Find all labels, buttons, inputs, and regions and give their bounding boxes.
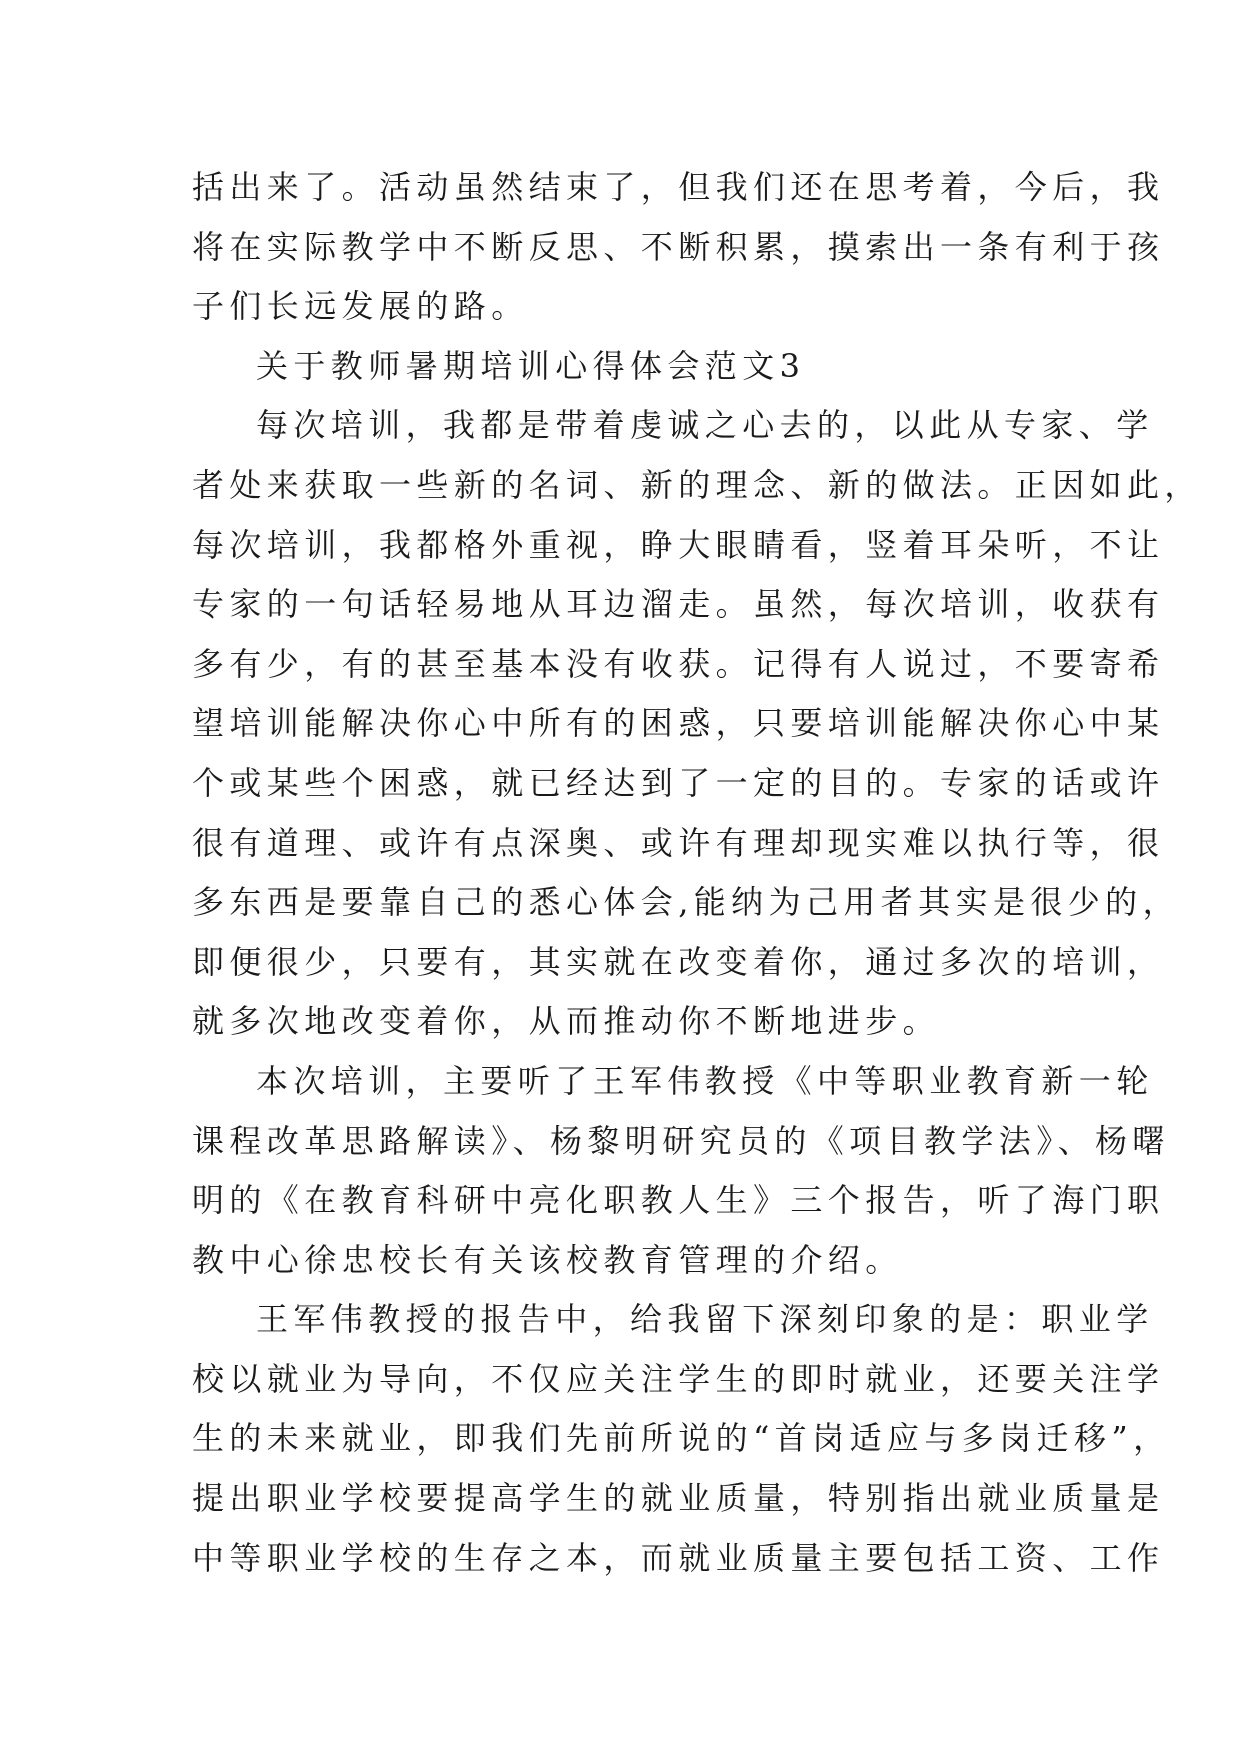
text-line: 生的未来就业，即我们先前所说的“首岗适应与多岗迁移”，	[192, 1419, 1171, 1458]
text-line: 将在实际教学中不断反思、不断积累，摸索出一条有利于孩	[192, 227, 1165, 266]
paragraph-continuation	[192, 158, 1165, 337]
section-heading	[192, 337, 1052, 397]
paragraph	[192, 1052, 1170, 1290]
text-line: 教中心徐忠校长有关该校教育管理的介绍。	[192, 1240, 903, 1279]
text-line: 课程改革思路解读》、杨黎明研究员的《项目教学法》、杨曙	[192, 1121, 1170, 1160]
text-line: 中等职业学校的生存之本，而就业质量主要包括工资、工作	[192, 1538, 1165, 1577]
text-line: 个或某些个困惑，就已经达到了一定的目的。专家的话或许	[192, 763, 1165, 802]
paragraph	[192, 396, 1202, 1052]
heading-line: 关于教师暑期培训心得体会范文3	[256, 346, 806, 385]
text-line: 校以就业为导向，不仅应关注学生的即时就业，还要关注学	[192, 1359, 1165, 1398]
text-line: 多有少，有的甚至基本没有收获。记得有人说过，不要寄希	[192, 644, 1165, 683]
text-line: 括出来了。活动虽然结束了，但我们还在思考着，今后，我	[192, 168, 1165, 206]
text-line: 提出职业学校要提高学生的就业质量，特别指出就业质量是	[192, 1479, 1165, 1518]
text-line: 望培训能解决你心中所有的困惑，只要培训能解决你心中某	[192, 704, 1165, 743]
text-line: 专家的一句话轻易地从耳边溜走。虽然，每次培训，收获有	[192, 585, 1165, 624]
body-text	[192, 158, 1202, 1588]
text-line: 明的《在教育科研中亮化职教人生》三个报告，听了海门职	[192, 1181, 1165, 1220]
text-line: 即便很少，只要有，其实就在改变着你，通过多次的培训，	[192, 942, 1165, 981]
text-line: 者处来获取一些新的名词、新的理念、新的做法。正因如此，	[192, 465, 1202, 504]
text-line: 就多次地改变着你，从而推动你不断地进步。	[192, 1002, 941, 1041]
text-line: 本次培训，主要听了王军伟教授《中等职业教育新一轮	[256, 1061, 1154, 1100]
text-line: 多东西是要靠自己的悉心体会,能纳为己用者其实是很少的，	[192, 883, 1180, 922]
text-line: 王军伟教授的报告中，给我留下深刻印象的是：职业学	[256, 1300, 1154, 1339]
text-line: 很有道理、或许有点深奥、或许有理却现实难以执行等，很	[192, 823, 1165, 862]
text-line: 子们长远发展的路。	[192, 287, 529, 326]
paragraph	[192, 1290, 1171, 1588]
text-line: 每次培训，我都格外重视，睁大眼睛看，竖着耳朵听，不让	[192, 525, 1165, 564]
text-line: 每次培训，我都是带着虔诚之心去的，以此从专家、学	[256, 406, 1154, 445]
